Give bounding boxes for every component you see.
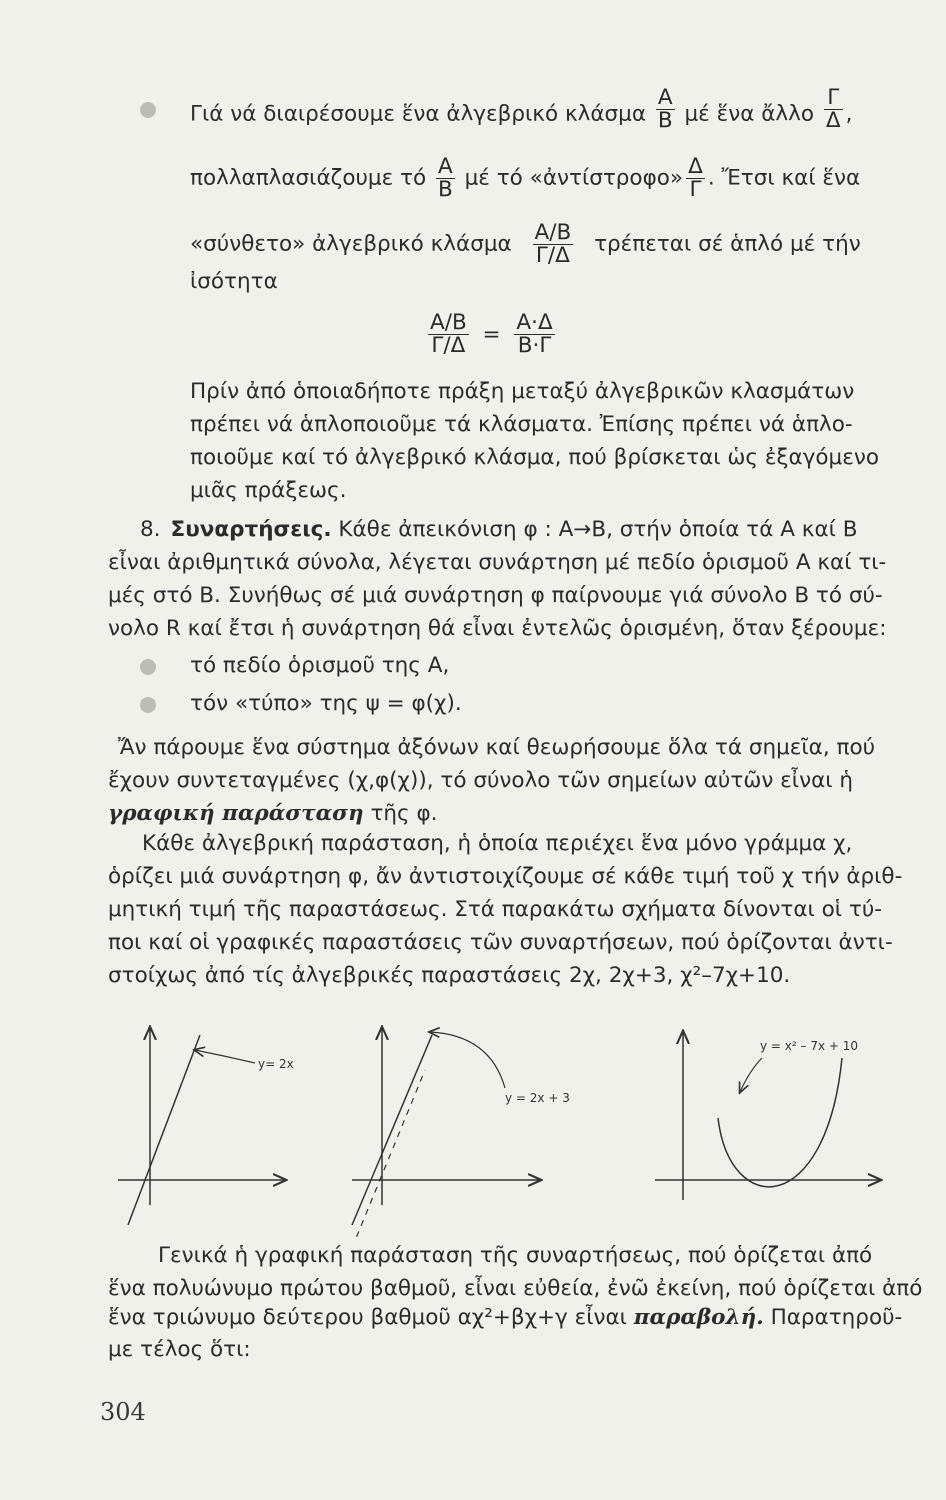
graph-parabola [655,1032,880,1200]
label-pointer [430,1032,505,1088]
bullet-item-domain: τό πεδίο ὁρισμοῦ της Α, [190,653,450,678]
graph-y-2x-3 [352,1028,540,1240]
page-number: 304 [100,1398,146,1426]
fraction-g-over-d: $\frac{\Gamma}{\Delta}$ [825,85,841,133]
para4-line1: Κάθε ἀλγεβρική παράσταση, ἡ ὁποία περιέχει ἕνα μόνο γράμμα χ, [142,831,853,856]
label-y-2x: y= 2x [258,1057,294,1071]
line-y-2x-dashed [352,1070,425,1240]
section-number: 8. [140,517,161,542]
para4-line3: μητική τιμή τῆς παραστάσεως. Στά παρακάτω σχήματα δίνονται οἱ τύ- [108,897,883,922]
para2-line3: ποιοῦμε καί τό ἀλγεβρικό κλάσμα, πού βρίσκεται ὡς ἐξαγόμενο [190,445,879,470]
para2-line1: Πρίν ἀπό ὁποιαδήποτε πράξη μεταξύ ἀλγεβρικῶν κλασμάτων [190,379,855,404]
para2-line4: μιᾶς πράξεως. [190,478,347,503]
para5-line2: ἕνα πολυώνυμο πρώτου βαθμοῦ, εἶναι εὐθεία, ἐνῶ ἐκείνη, πού ὁρίζεται ἀπό [108,1276,923,1301]
label-y-2x-plus-3: y = 2x + 3 [505,1091,570,1105]
label-pointer [195,1050,255,1063]
para1-line1: Γιά νά διαιρέσουμε ἕνα ἀλγεβρικό κλάσμα $\frac{A}{B}$ μέ ἕνα ἄλλο $\frac{\Gamma}{\Delta}$ , [190,85,853,133]
section8-line4: νολο R καί ἔτσι ἡ συνάρτηση θά εἶναι ἐντελῶς ὁρισμένη, ὅταν ξέρουμε: [108,616,887,641]
fraction-a-over-b-2: $\frac{A}{B}$ [438,154,453,202]
section8-heading-line: 8. Συναρτήσεις. Κάθε ἀπεικόνιση φ : Α→Β, στήν ὁποία τά Α καί Β [140,517,858,542]
label-pointer [740,1058,762,1092]
section8-line3: μές στό Β. Συνήθως σέ μιά συνάρτηση φ παίρνουμε γιά σύνολο Β τό σύ- [108,583,883,608]
section-title: Συναρτήσεις. [170,517,332,542]
identity-equation: $\frac{A/B}{\Gamma/\Delta}$ = $\frac{A\cdot\Delta}{B\cdot\Gamma}$ [430,310,553,358]
bullet-dot [140,102,156,118]
para4-line2: ὁρίζει μιά συνάρτηση φ, ἄν ἀντιστοιχίζουμε σέ κάθε τιμή τοῦ χ τήν ἀριθ- [108,864,903,889]
line-y-2x-plus-3 [352,1035,432,1225]
para1-line3: «σύνθετο» ἀλγεβρικό κλάσμα $\frac{A/B}{\Gamma/\Delta}$ τρέπεται σέ ἁπλό μέ τήν [190,220,861,268]
bullet-dot [140,659,156,675]
parabola-term: παραβολή. [633,1305,764,1330]
parabola-curve [718,1058,842,1187]
para2-line2: πρέπει νά ἁπλοποιοῦμε τά κλάσματα. Ἐπίσης πρέπει νά ἁπλο- [190,412,853,437]
para3-line2: ἔχουν συντεταγμένες (χ,φ(χ)), τό σύνολο τῶν σημείων αὐτῶν εἶναι ἡ [108,768,853,793]
para4-line5: στοίχως ἀπό τίς ἀλγεβρικές παραστάσεις 2χ, 2χ+3, χ²–7χ+10. [108,963,791,988]
para5-line3: ἕνα τριώνυμο δεύτερου βαθμοῦ αχ²+βχ+γ εἶναι παραβολή. Παρατηροῦ- [108,1305,903,1330]
graph-term: γραφική παράσταση [108,801,364,826]
para1-line4: ἰσότητα [190,269,278,294]
function-graphs [0,1010,946,1240]
label-parabola: y = x² – 7x + 10 [760,1039,859,1053]
bullet-dot [140,697,156,713]
para3-line1: Ἄν πάρουμε ἕνα σύστημα ἀξόνων καί θεωρήσουμε ὅλα τά σημεῖα, πού [118,735,876,760]
para5-line1: Γενικά ἡ γραφική παράσταση τῆς συναρτήσεως, πού ὁρίζεται ἀπό [158,1243,873,1268]
line-y-2x [128,1035,200,1225]
para1-line2: πολλαπλασιάζουμε τό $\frac{A}{B}$ μέ τό «ἀντίστροφο» $\frac{\Delta}{\Gamma}$ . Ἔτσι καί ἕνα [190,154,861,202]
bullet-item-formula: τόν «τύπο» της ψ = φ(χ). [190,691,462,716]
para3-line3: γραφική παράσταση τῆς φ. [108,801,438,826]
fraction-d-over-g: $\frac{\Delta}{\Gamma}$ [688,154,703,202]
fraction-a-over-b: $\frac{A}{B}$ [657,85,673,133]
para4-line4: ποι καί οἱ γραφικές παραστάσεις τῶν συναρτήσεων, πού ὁρίζονται ἀντι- [108,930,893,955]
section8-line2: εἶναι ἀριθμητικά σύνολα, λέγεται συνάρτηση μέ πεδίο ὁρισμοῦ Α καί τι- [108,550,887,575]
para5-line4: με τέλος ὅτι: [108,1337,251,1362]
compound-fraction: $\frac{A/B}{\Gamma/\Delta}$ [534,220,572,268]
